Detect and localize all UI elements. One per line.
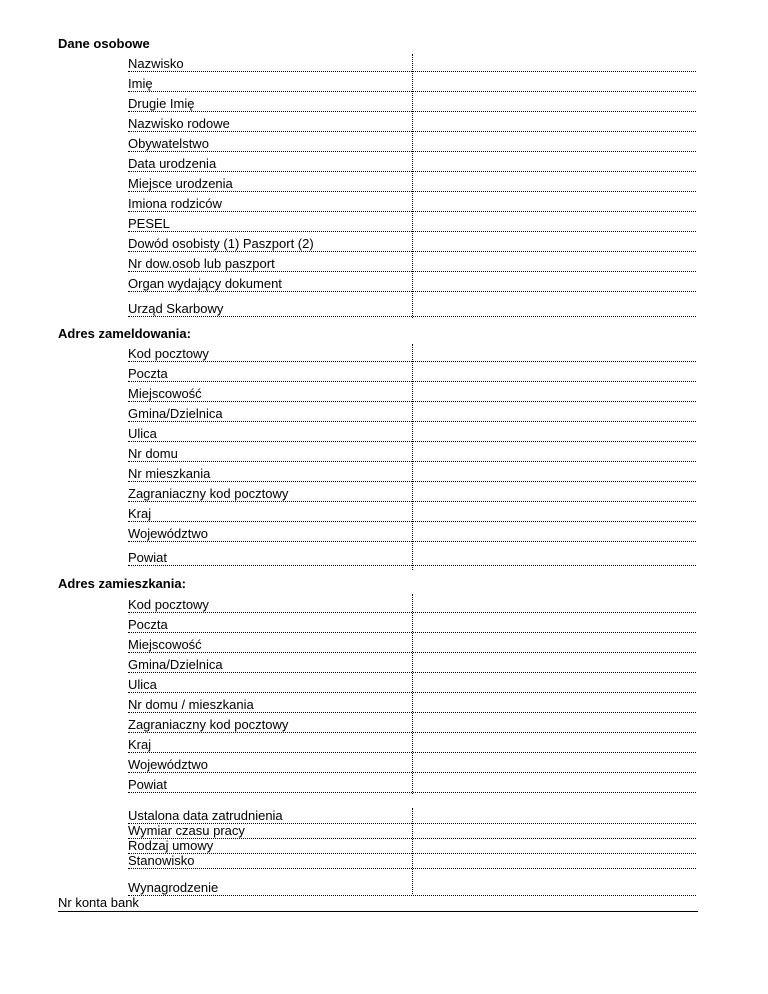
res-kod-pocztowy-field[interactable]	[413, 593, 696, 613]
form-row-zam-nr-mieszkania	[128, 462, 696, 482]
zam-nr-domu-field[interactable]	[413, 442, 696, 462]
nr-dokumentu-field[interactable]	[413, 252, 696, 272]
res-nr-domu-field[interactable]	[413, 693, 696, 713]
field-label: PESEL	[128, 216, 170, 231]
form-row-zam-miejscowosc	[128, 382, 696, 402]
form-row-imiona-rodzicow	[128, 192, 696, 212]
nazwisko-rodowe-field[interactable]	[413, 112, 696, 132]
form-row-res-poczta	[128, 613, 696, 633]
form-row-res-kod-pocztowy	[128, 593, 696, 613]
field-label: Data urodzenia	[128, 156, 217, 171]
form-row-res-nr-domu	[128, 693, 696, 713]
form-row-res-powiat	[128, 773, 696, 793]
form-row-rodzaj-umowy	[128, 839, 696, 854]
pesel-field[interactable]	[413, 212, 696, 232]
field-label-bank: Nr konta bank	[58, 895, 139, 910]
form-row-zam-zagraniczny-kod	[128, 482, 696, 502]
section-heading-registered-address: Adres zameldowania:	[58, 326, 191, 341]
form-row-organ-wydajacy	[128, 272, 696, 292]
form-row-zam-gmina	[128, 402, 696, 422]
urzad-skarbowy-field[interactable]	[413, 297, 696, 317]
field-label: Zagraniaczny kod pocztowy	[128, 717, 289, 732]
dotted-line	[128, 868, 696, 869]
res-miejscowosc-field[interactable]	[413, 633, 696, 653]
stanowisko-field[interactable]	[413, 854, 696, 869]
field-label: Kod pocztowy	[128, 597, 209, 612]
bank-account-underline[interactable]	[58, 911, 698, 912]
form-row-res-zagraniczny-kod	[128, 713, 696, 733]
zam-wojewodztwo-field[interactable]	[413, 522, 696, 542]
form-row-stanowisko	[128, 854, 696, 869]
zam-gmina-field[interactable]	[413, 402, 696, 422]
field-label: Organ wydający dokument	[128, 276, 282, 291]
field-label: Nr domu / mieszkania	[128, 697, 254, 712]
res-zagraniczny-kod-field[interactable]	[413, 713, 696, 733]
zam-kod-pocztowy-field[interactable]	[413, 342, 696, 362]
field-label: Nazwisko	[128, 56, 184, 71]
zam-poczta-field[interactable]	[413, 362, 696, 382]
data-urodzenia-field[interactable]	[413, 152, 696, 172]
field-label: Ustalona data zatrudnienia	[128, 808, 283, 823]
dotted-line	[128, 792, 696, 793]
drugie-imie-field[interactable]	[413, 92, 696, 112]
form-row-res-miejscowosc	[128, 633, 696, 653]
imie-field[interactable]	[413, 72, 696, 92]
field-label: Kod pocztowy	[128, 346, 209, 361]
res-poczta-field[interactable]	[413, 613, 696, 633]
res-gmina-field[interactable]	[413, 653, 696, 673]
form-row-nr-konta	[58, 894, 698, 912]
zam-powiat-field[interactable]	[413, 546, 696, 566]
form-row-zam-wojewodztwo	[128, 522, 696, 542]
form-row-wymiar-czasu	[128, 824, 696, 839]
field-label: Drugie Imię	[128, 96, 195, 111]
dokument-typ-field[interactable]	[413, 232, 696, 252]
field-label: Powiat	[128, 550, 168, 565]
field-label: Gmina/Dzielnica	[128, 657, 223, 672]
zam-ulica-field[interactable]	[413, 422, 696, 442]
form-row-pesel	[128, 212, 696, 232]
form-row-nazwisko	[128, 52, 696, 72]
dotted-line	[128, 541, 696, 542]
field-label: Województwo	[128, 757, 208, 772]
form-row-drugie-imie	[128, 92, 696, 112]
field-label: Imię	[128, 76, 153, 91]
res-wojewodztwo-field[interactable]	[413, 753, 696, 773]
zam-miejscowosc-field[interactable]	[413, 382, 696, 402]
rodzaj-umowy-field[interactable]	[413, 839, 696, 854]
form-row-zam-ulica	[128, 422, 696, 442]
field-label: Wymiar czasu pracy	[128, 823, 245, 838]
field-label: Rodzaj umowy	[128, 838, 214, 853]
organ-wydajacy-field[interactable]	[413, 272, 696, 292]
zam-nr-mieszkania-field[interactable]	[413, 462, 696, 482]
form-row-dokument-typ	[128, 232, 696, 252]
field-label: Województwo	[128, 526, 208, 541]
field-label: Miejscowość	[128, 386, 202, 401]
miejsce-urodzenia-field[interactable]	[413, 172, 696, 192]
field-label: Obywatelstwo	[128, 136, 209, 151]
form-row-zam-nr-domu	[128, 442, 696, 462]
dotted-line	[128, 565, 696, 566]
form-row-obywatelstwo	[128, 132, 696, 152]
field-label: Nazwisko rodowe	[128, 116, 230, 131]
field-label: Kraj	[128, 506, 152, 521]
field-label: Poczta	[128, 617, 168, 632]
field-label: Miejscowość	[128, 637, 202, 652]
field-label: Kraj	[128, 737, 152, 752]
zam-kraj-field[interactable]	[413, 502, 696, 522]
form-row-zam-poczta	[128, 362, 696, 382]
form-row-miejsce-urodzenia	[128, 172, 696, 192]
field-label: Ulica	[128, 426, 157, 441]
form-row-urzad-skarbowy	[128, 297, 696, 317]
form-row-imie	[128, 72, 696, 92]
field-label: Urząd Skarbowy	[128, 301, 224, 316]
dotted-line	[128, 291, 696, 292]
data-zatrudnienia-field[interactable]	[413, 809, 696, 824]
form-row-nr-dokumentu	[128, 252, 696, 272]
form-row-res-ulica	[128, 673, 696, 693]
field-label: Powiat	[128, 777, 168, 792]
form-row-nazwisko-rodowe	[128, 112, 696, 132]
field-label: Dowód osobisty (1) Paszport (2)	[128, 236, 314, 251]
form-row-zam-kraj	[128, 502, 696, 522]
form-row-res-gmina	[128, 653, 696, 673]
form-row-zam-powiat	[128, 546, 696, 566]
form-row-zam-kod-pocztowy	[128, 342, 696, 362]
field-label: Gmina/Dzielnica	[128, 406, 223, 421]
field-label: Nr domu	[128, 446, 178, 461]
imiona-rodzicow-field[interactable]	[413, 192, 696, 212]
field-label: Poczta	[128, 366, 168, 381]
form-row-res-wojewodztwo	[128, 753, 696, 773]
section-heading-personal: Dane osobowe	[58, 36, 150, 51]
field-label: Zagraniaczny kod pocztowy	[128, 486, 289, 501]
res-kraj-field[interactable]	[413, 733, 696, 753]
field-label: Imiona rodziców	[128, 196, 222, 211]
field-label: Wynagrodzenie	[128, 880, 219, 895]
form-row-res-kraj	[128, 733, 696, 753]
form-row-data-urodzenia	[128, 152, 696, 172]
zam-zagraniczny-kod-field[interactable]	[413, 482, 696, 502]
field-label: Miejsce urodzenia	[128, 176, 233, 191]
nazwisko-field[interactable]	[413, 52, 696, 72]
section-heading-residence-address: Adres zamieszkania:	[58, 576, 186, 591]
dotted-line	[128, 316, 696, 317]
field-label: Stanowisko	[128, 853, 195, 868]
res-ulica-field[interactable]	[413, 673, 696, 693]
form-row-data-zatrudnienia	[128, 809, 696, 824]
obywatelstwo-field[interactable]	[413, 132, 696, 152]
res-powiat-field[interactable]	[413, 773, 696, 793]
field-label: Nr mieszkania	[128, 466, 211, 481]
field-label: Nr dow.osob lub paszport	[128, 256, 275, 271]
wymiar-czasu-field[interactable]	[413, 824, 696, 839]
field-label: Ulica	[128, 677, 157, 692]
